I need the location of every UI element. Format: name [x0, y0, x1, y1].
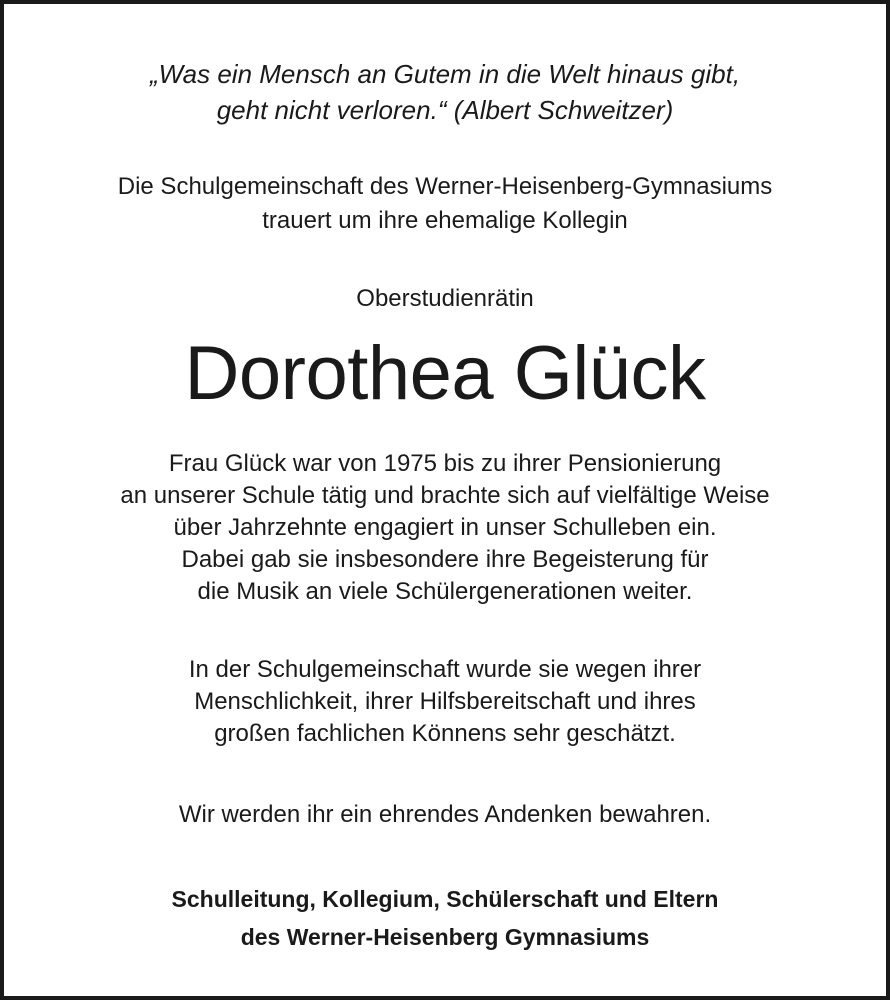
tribute-line: über Jahrzehnte engagiert in unser Schulleben ein. [173, 514, 717, 541]
tribute-line: Menschlichkeit, ihrer Hilfsbereitschaft und ihres [194, 688, 696, 715]
deceased-name: Dorothea Glück [184, 331, 706, 416]
tribute-paragraph-1 [4, 448, 886, 608]
tribute-line: großen fachlichen Könnens sehr geschätzt. [214, 720, 676, 747]
signature-line: Schulleitung, Kollegium, Schülerschaft und Eltern [171, 886, 719, 912]
intro-text [4, 170, 886, 238]
tribute-line: In der Schulgemeinschaft wurde sie wegen ihrer [188, 656, 702, 683]
quote-line: „Was ein Mensch an Gutem in die Welt hinaus gibt, [149, 59, 741, 89]
signature-line: des Werner-Heisenberg Gymnasiums [240, 924, 650, 950]
tribute-line: die Musik an viele Schülergenerationen weiter. [197, 578, 693, 605]
tribute-line: an unserer Schule tätig und brachte sich auf vielfältige Weise [120, 482, 770, 509]
intro-line: trauert um ihre ehemalige Kollegin [262, 207, 628, 234]
quote-line: geht nicht verloren.“ (Albert Schweitzer) [216, 95, 674, 125]
academic-title: Oberstudienrätin [356, 285, 534, 312]
closing-sentence: Wir werden ihr ein ehrendes Andenken bewahren. [178, 801, 712, 828]
tribute-line: Dabei gab sie insbesondere ihre Begeisterung für [181, 546, 709, 573]
epigraph-quote [4, 56, 886, 128]
tribute-line: Frau Glück war von 1975 bis zu ihrer Pensionierung [168, 450, 722, 477]
intro-line: Die Schulgemeinschaft des Werner-Heisenberg-Gymnasiums [117, 173, 773, 200]
signature-block [4, 880, 886, 956]
tribute-paragraph-2 [4, 654, 886, 750]
